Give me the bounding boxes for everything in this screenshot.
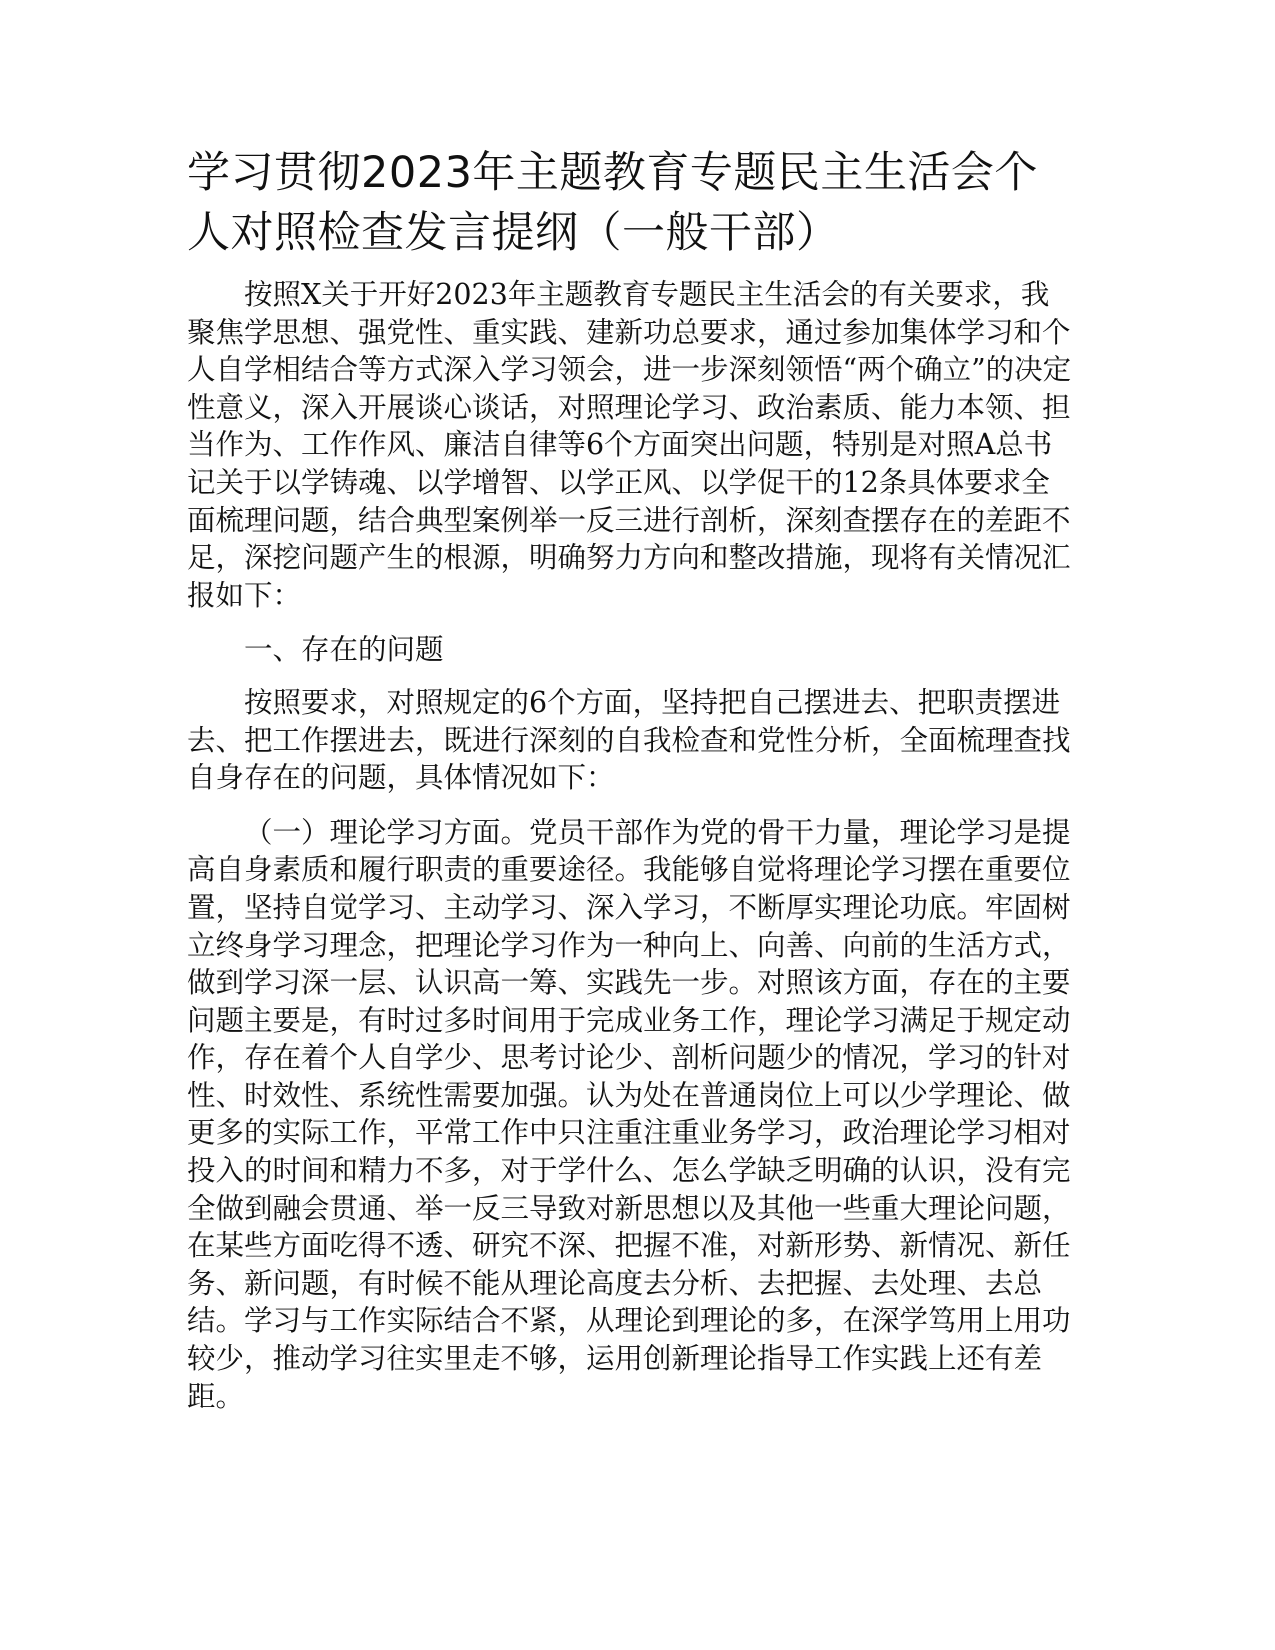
overview-paragraph: 按照要求，对照规定的6个方面，坚持把自己摆进去、把职责摆进去、把工作摆进去，既进行深刻的自我检查和党性分析，全面梳理查找自身存在的问题，具体情况如下： (187, 685, 1071, 795)
document-title: 学习贯彻2023年主题教育专题民主生活会个人对照检查发言提纲（一般干部） (187, 148, 1038, 258)
intro-paragraph: 按照X关于开好2023年主题教育专题民主生活会的有关要求，我聚焦学思想、强党性、重实践、建新功总要求，通过参加集体学习和个人自学相结合等方式深入学习领会，进一步深刻领悟“两个确立”的决定性意义，深入开展谈心谈话，对照理论学习、政治素质、能力本领、担当作为、工作作风、廉洁自律等6个方面突出问题，特别是对照A总书记关于以学铸魂、以学增智、以学正风、以学促干的12条具体要求全面梳理问题，结合典型案例举一反三进行剖析，深刻查摆存在的差距不足，深挖问题产生的根源，明确努力方向和整改措施，现将有关情况汇报如下： (187, 278, 1072, 612)
document-body (187, 276, 1075, 1432)
section-heading-problems: 一、存在的问题 (244, 633, 444, 667)
theory-study-paragraph: （一）理论学习方面。党员干部作为党的骨干力量，理论学习是提高自身素质和履行职责的重要途径。我能够自觉将理论学习摆在重要位置，坚持自觉学习、主动学习、深入学习，不断厚实理论功底。牢固树立终身学习理念，把理论学习作为一种向上、向善、向前的生活方式，做到学习深一层、认识高一筹、实践先一步。对照该方面，存在的主要问题主要是，有时过多时间用于完成业务工作，理论学习满足于规定动作，存在着个人自学少、思考讨论少、剖析问题少的情况，学习的针对性、时效性、系统性需要加强。认为处在普通岗位上可以少学理论、做更多的实际工作，平常工作中只注重注重业务学习，政治理论学习相对投入的时间和精力不多，对于学什么、怎么学缺乏明确的认识，没有完全做到融会贯通、举一反三导致对新思想以及其他一些重大理论问题，在某些方面吃得不透、研究不深、把握不准，对新形势、新情况、新任务、新问题，有时候不能从理论高度去分析、去把握、去处理、去总结。学习与工作实际结合不紧，从理论到理论的多，在深学笃用上用功较少，推动学习往实里走不够，运用创新理论指导工作实践上还有差距。 (187, 815, 1071, 1413)
